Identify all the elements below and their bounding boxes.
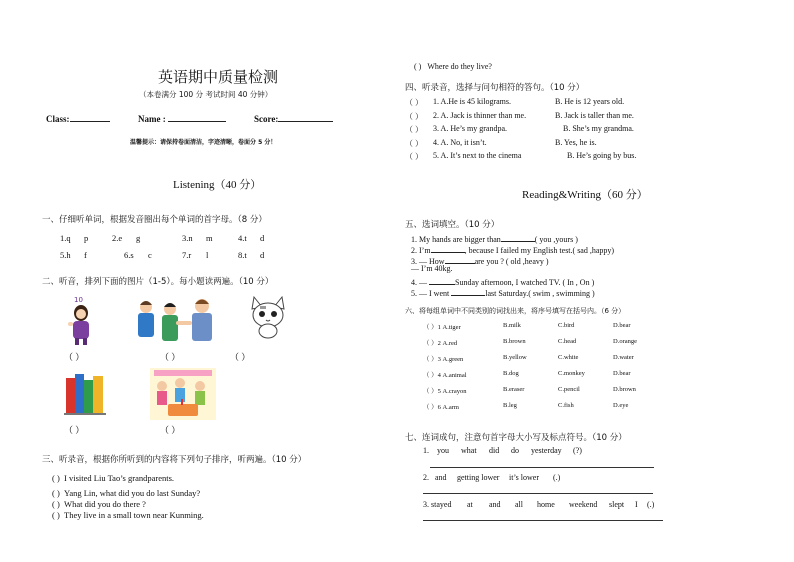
exam-subtitle: （本卷满分 100 分 考试时间 40 分钟）: [139, 90, 273, 99]
fill-blank-item: 5. — I went last Saturday.( swim , swimming ): [411, 285, 595, 298]
section4-title: 四、听录音，选择与问句相符的答句。（10 分）: [405, 83, 585, 93]
answer-bracket[interactable]: （ ）5 A.crayon: [423, 388, 467, 395]
listening-heading: Listening（40 分）: [173, 179, 262, 191]
letter-option[interactable]: d: [260, 233, 265, 243]
letter-option[interactable]: m: [206, 233, 213, 243]
picture-bracket[interactable]: （ ）: [160, 352, 181, 362]
answer-bracket[interactable]: （ ）3 A.green: [423, 356, 464, 363]
section7-title: 七、连词成句，注意句首字母大小写及标点符号。（10 分）: [405, 433, 627, 443]
letter-option[interactable]: 6.s: [124, 250, 134, 260]
right-column: ( ) Where do they live? 四、听录音，选择与问句相符的答句。（10 分） （ ） 1. A.He is 45 kilograms. B. He is 12 years old. （ ） 2. A. Jack is thinner than me. B. Jack is taller than me. （ ） 3. A. He’s my grandpa. B. She’s my grandma. （ ） 4. A. No, it isn’t. B. Yes, he is. （ ） 5. A. It’s next to the cinema B. He’s going by bus. Reading&Writing（60 分） 五、选词填空。（10 分） 1. My hands are bigger than ( you ,yours ) 2. I’m , because I failed my English test.( sad ,happy) 3. — How are you ? ( old ,heavy ) — I’m 40kg. 4. — Sunday afternoon, I watched TV. ( In , On ) 5. — I went last Saturday.( swim , swimming ) 六、将每组单词中不同类别的词找出来，将序号填写在括号内。（6 分） （ ）1 A.tiger B.milk C.bird D.bear （ ）2 A.red B.brown C.head D.orange （ ）3 A.green B.yellow C.white D.water （ ）4 A.animal B.dog C.monkey D.bear （ ）5 A.crayon B.eraser C.pencil D.brown （ ）6 A.arm B.leg C.fish D.eye 七、连词成句，注意句首字母大小写及标点符号。（10 分） 1. you what did do yesterday (?) 2. and getting lower it’s lower (.) 3. stayed at and all home weekend slept I (.): [397, 0, 794, 562]
sentence-item: ( ) Yang Lin, what did you do last Sunday?: [52, 488, 201, 498]
letter-option[interactable]: 2.e: [112, 233, 123, 243]
answer-bracket[interactable]: ( ): [52, 499, 60, 509]
answer-blank[interactable]: [445, 253, 475, 264]
letter-option[interactable]: 5.h: [60, 250, 71, 260]
answer-blank[interactable]: [501, 231, 535, 242]
answer-blank[interactable]: [431, 242, 465, 253]
answer-bracket[interactable]: （ ）: [405, 112, 423, 121]
fill-blank-item: — I’m 40kg.: [411, 264, 453, 273]
answer-bracket[interactable]: （ ）: [405, 152, 423, 161]
exam-title: 英语期中质量检测: [158, 68, 279, 86]
svg-text:10: 10: [74, 296, 83, 304]
answer-bracket[interactable]: （ ）6 A.arm: [423, 404, 459, 411]
picture-bracket[interactable]: （ ）: [64, 352, 85, 362]
letter-option[interactable]: 1.q: [60, 233, 71, 243]
score-field[interactable]: [254, 111, 333, 124]
girl-picture: [64, 294, 98, 346]
answer-blank[interactable]: [451, 285, 485, 296]
sentence-item: ( ) Where do they live?: [414, 62, 492, 71]
letter-option[interactable]: f: [84, 250, 87, 260]
name-label: Name :: [138, 114, 166, 124]
picture-bracket[interactable]: （ ）: [160, 425, 181, 435]
picture-bracket[interactable]: （ ）: [230, 352, 251, 362]
letter-option[interactable]: d: [260, 250, 265, 260]
birthday-party-picture: [150, 368, 216, 420]
answer-bracket[interactable]: ( ): [52, 488, 60, 498]
answer-bracket[interactable]: （ ）1 A.tiger: [423, 324, 461, 331]
sentence-item: ( ) I visited Liu Tao’s grandparents.: [52, 473, 175, 483]
answer-bracket[interactable]: （ ）: [405, 125, 423, 134]
name-field[interactable]: [138, 111, 226, 124]
letter-option[interactable]: 3.n: [182, 233, 193, 243]
answer-bracket[interactable]: ( ): [52, 510, 60, 520]
fill-blank-item: 2. I’m , because I failed my English test.( sad ,happy): [411, 242, 614, 255]
letter-option[interactable]: 8.t: [238, 250, 247, 260]
cat-picture: [248, 293, 288, 339]
picture-bracket[interactable]: （ ）: [64, 425, 85, 435]
sentence-item: ( ) They live in a small town near Kunming.: [52, 510, 204, 520]
fill-blank-item: 1. My hands are bigger than ( you ,yours ): [411, 231, 578, 244]
score-label: Score:: [254, 114, 279, 124]
class-field[interactable]: [46, 111, 110, 124]
letter-option[interactable]: g: [136, 233, 141, 243]
answer-bracket[interactable]: （ ）: [405, 98, 423, 107]
section6-title: 六、将每组单词中不同类别的词找出来，将序号填写在括号内。（6 分）: [405, 307, 626, 315]
answer-bracket[interactable]: ( ): [52, 473, 60, 483]
section2-title: 二、听音，排列下面的图片（1-5）。每小题读两遍。（10 分）: [42, 277, 274, 287]
class-label: Class:: [46, 114, 70, 124]
answer-line[interactable]: [423, 493, 653, 494]
answer-blank[interactable]: [429, 274, 455, 285]
answer-line[interactable]: [430, 467, 654, 468]
sentence-item: ( ) What did you do there ?: [52, 499, 146, 509]
letter-option[interactable]: c: [148, 250, 152, 260]
fill-blank-item: 3. — How are you ? ( old ,heavy ): [411, 253, 549, 266]
fill-blank-item: 4. — Sunday afternoon, I watched TV. ( In , On ): [411, 274, 594, 287]
section1-title: 一、仔细听单词，根据发音圈出每个单词的首字母。（8 分）: [42, 215, 267, 225]
reminder-text: 温馨提示：请保持卷面清洁，字迹清晰，卷面分 5 分！: [130, 139, 277, 146]
books-picture: [64, 370, 108, 416]
section3-title: 三、听录音，根据你所听到的内容将下列句子排序，听两遍。（10 分）: [42, 455, 307, 465]
people-greeting-picture: [132, 295, 222, 347]
letter-option[interactable]: 4.t: [238, 233, 247, 243]
letter-option[interactable]: l: [206, 250, 209, 260]
section5-title: 五、选词填空。（10 分）: [405, 220, 500, 230]
reading-writing-heading: Reading&Writing（60 分）: [522, 189, 648, 201]
answer-bracket[interactable]: （ ）2 A.red: [423, 340, 458, 347]
letter-option[interactable]: 7.r: [182, 250, 192, 260]
answer-bracket[interactable]: ( ): [414, 62, 422, 71]
answer-bracket[interactable]: （ ）4 A.animal: [423, 372, 467, 379]
answer-line[interactable]: [423, 520, 663, 521]
letter-option[interactable]: p: [84, 233, 89, 243]
answer-bracket[interactable]: （ ）: [405, 139, 423, 148]
